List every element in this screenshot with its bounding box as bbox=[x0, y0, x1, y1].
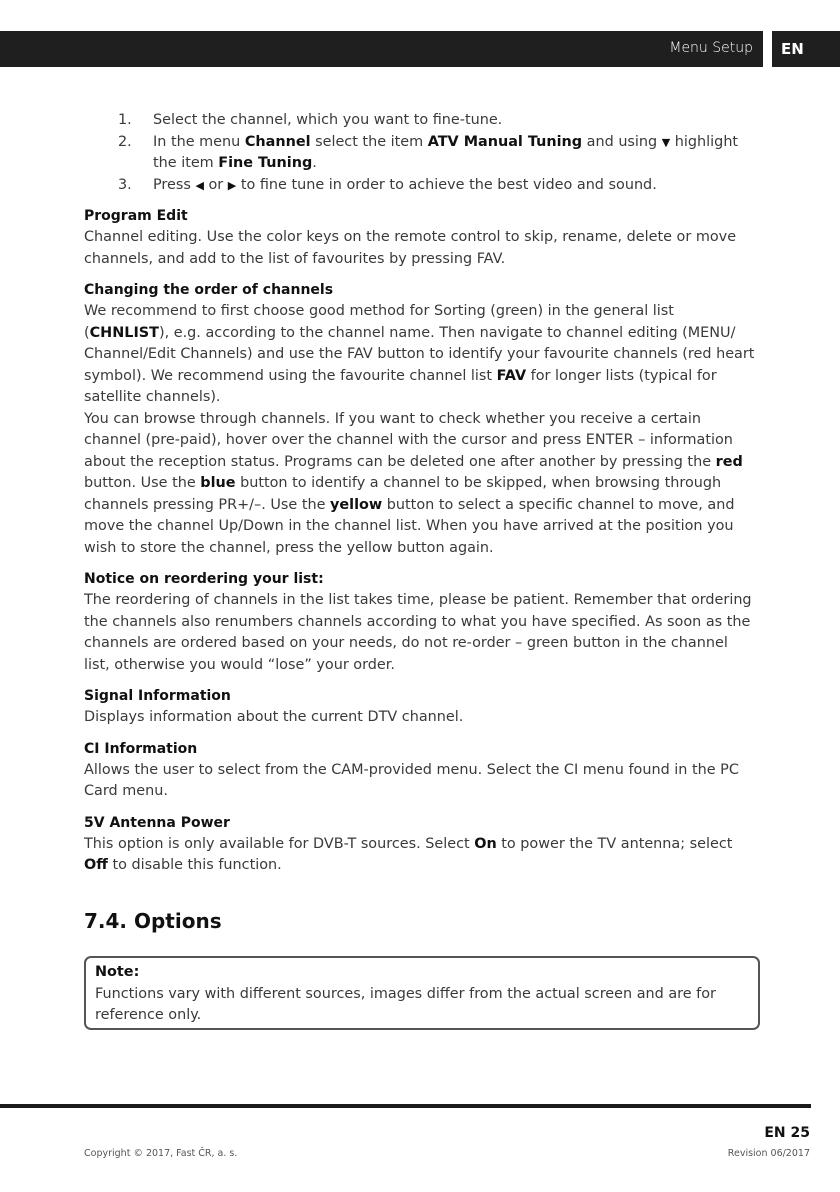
yellow-term: yellow bbox=[330, 496, 383, 513]
note-heading: Note: bbox=[95, 964, 140, 980]
menu-channel-term: Channel bbox=[244, 133, 311, 150]
step-text: Select the channel, which you want to fine-tune. bbox=[153, 112, 503, 128]
step-item bbox=[84, 110, 756, 132]
step-number: 2. bbox=[118, 133, 132, 150]
text-run: You can browse through channels. If you want to check whether you receive a certain channel (pre-paid), hover over the channel with the cursor and press ENTER – information about the reception status. Programs can be deleted one after another by pressing the bbox=[84, 410, 733, 470]
changing-order-section bbox=[84, 280, 756, 559]
section-text: Allows the user to select from the CAM-provided menu. Select the CI menu found in the PC Card menu. bbox=[84, 761, 739, 799]
section-heading: 5V Antenna Power bbox=[84, 814, 230, 831]
section-text: Displays information about the current DTV channel. bbox=[84, 709, 464, 725]
step-text: select the item bbox=[310, 133, 428, 150]
ci-information-section bbox=[84, 739, 756, 803]
section-heading: CI Information bbox=[84, 740, 198, 757]
step-number: 1. bbox=[118, 112, 132, 128]
footer-divider bbox=[0, 1104, 811, 1108]
section-text: The reordering of channels in the list takes time, please be patient. Remember that ordering the channels also renumbers channels according to what you have specified. As soon as the channels are ordered based on your needs, do not re-order – green button in the channel list, otherwise you would “lose” your order. bbox=[84, 592, 752, 673]
fav-term: FAV bbox=[496, 367, 527, 384]
atv-manual-tuning-term: ATV Manual Tuning bbox=[427, 133, 583, 150]
fine-tuning-term: Fine Tuning bbox=[218, 155, 313, 171]
note-text: Functions vary with different sources, images differ from the actual screen and are for reference only. bbox=[95, 985, 716, 1023]
note-box bbox=[84, 956, 760, 1030]
language-label: EN bbox=[781, 40, 804, 58]
text-run: This option is only available for DVB-T sources. Select bbox=[84, 835, 475, 852]
step-text: In the menu bbox=[153, 133, 245, 150]
step-text: Press bbox=[153, 176, 196, 193]
step-text: highlight the item bbox=[153, 133, 739, 171]
text-run: for longer lists (typical for satellite channels). bbox=[84, 367, 717, 405]
text-run: to disable this function. bbox=[107, 857, 282, 873]
antenna-power-section bbox=[84, 813, 756, 877]
header-bar bbox=[0, 31, 763, 67]
step-text: . bbox=[312, 155, 317, 171]
on-term: On bbox=[474, 835, 497, 852]
section-paragraph bbox=[84, 409, 756, 560]
arrow-left-icon: ◀ bbox=[195, 178, 204, 192]
step-text: to fine tune in order to achieve the best video and sound. bbox=[236, 176, 657, 193]
step-text: or bbox=[203, 176, 228, 193]
chnlist-term: CHNLIST bbox=[89, 324, 159, 341]
text-run: button to identify a channel to be skipped, when browsing through channels pressing PR+/–. Use the bbox=[84, 475, 722, 513]
step-number: 3. bbox=[118, 176, 132, 193]
off-term: Off bbox=[84, 857, 108, 873]
section-paragraph bbox=[84, 301, 756, 409]
arrow-right-icon: ▶ bbox=[227, 178, 237, 192]
section-heading: Changing the order of channels bbox=[84, 282, 334, 298]
text-run: to power the TV antenna; select bbox=[496, 835, 733, 852]
section-text: Channel editing. Use the color keys on the remote control to skip, rename, delete or move channels, and add to the list of favourites by pressing FAV. bbox=[84, 229, 737, 267]
red-term: red bbox=[715, 453, 743, 470]
text-run: button. Use the bbox=[84, 475, 201, 491]
page-content bbox=[84, 110, 756, 877]
step-text: and using bbox=[582, 133, 662, 150]
section-paragraph bbox=[84, 834, 756, 877]
step-item bbox=[84, 132, 756, 175]
section-heading: Signal Information bbox=[84, 688, 231, 704]
copyright-text: Copyright © 2017, Fast ČR, a. s. bbox=[84, 1148, 238, 1159]
text-run: ), e.g. according to the channel name. Then navigate to channel editing (MENU/ Channel/Edit Channels) and use the FAV button to identify your favourite channels (red heart symbol). We recommend using the favourite channel list bbox=[84, 324, 755, 384]
text-run: button to select a specific channel to move, and move the channel Up/Down in the channel list. When you have arrived at the position you wish to store the channel, press the yellow button again. bbox=[84, 496, 735, 556]
steps-list bbox=[84, 110, 756, 196]
section-heading: Notice on reordering your list: bbox=[84, 571, 324, 587]
program-edit-section bbox=[84, 206, 756, 270]
notice-section bbox=[84, 569, 756, 676]
step-item bbox=[84, 175, 756, 197]
signal-information-section bbox=[84, 686, 756, 729]
arrow-down-icon: ▼ bbox=[661, 135, 671, 149]
options-heading: 7.4. Options bbox=[84, 909, 222, 933]
header-title: Menu Setup bbox=[669, 40, 753, 56]
revision-text: Revision 06/2017 bbox=[727, 1148, 810, 1159]
text-run: We recommend to first choose good method for Sorting (green) in the general list ( bbox=[84, 303, 674, 341]
language-badge bbox=[772, 31, 840, 67]
blue-term: blue bbox=[200, 475, 236, 491]
page-number: EN 25 bbox=[764, 1125, 810, 1141]
section-heading: Program Edit bbox=[84, 208, 188, 224]
